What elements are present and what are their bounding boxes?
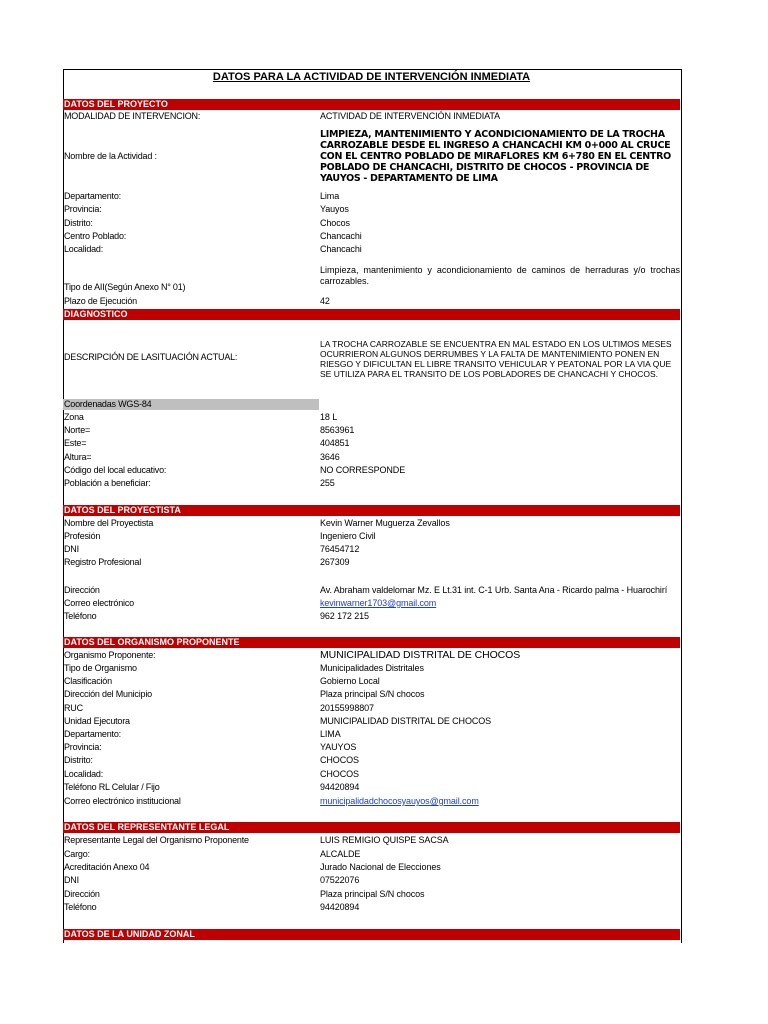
plazo-value: 42 (320, 296, 330, 306)
distrito-org-value: CHOCOS (320, 755, 359, 765)
telefono-org-value: 94420894 (320, 782, 360, 792)
tipo-organismo-value: Municipalidades Distritales (320, 663, 424, 673)
telefono-representante-value: 94420894 (320, 902, 360, 912)
section-header-proyecto: DATOS DEL PROYECTO (63, 99, 680, 110)
modalidad-value: ACTIVIDAD DE INTERVENCIÓN INMEDIATA (320, 111, 501, 121)
poblacion-label: Población a beneficiar: (64, 478, 151, 488)
descripcion-label: DESCRIPCIÓN DE LASITUACIÓN ACTUAL: (64, 352, 238, 362)
cargo-value: ALCALDE (320, 849, 361, 859)
clasificacion-value: Gobierno Local (320, 676, 380, 686)
registro-value: 267309 (320, 557, 350, 567)
dni-proyectista-label: DNI (64, 544, 79, 554)
dni-representante-label: DNI (64, 875, 79, 885)
este-label: Este= (64, 438, 87, 448)
organismo-value: MUNICIPALIDAD DISTRITAL DE CHOCOS (320, 649, 521, 661)
registro-label: Registro Profesional (64, 557, 142, 567)
altura-label: Altura= (64, 452, 92, 462)
coordenadas-label: Coordenadas WGS-84 (64, 399, 152, 409)
zona-value: 18 L (320, 412, 338, 422)
direccion-municipio-label: Dirección del Municipio (64, 689, 152, 699)
departamento-org-value: LIMA (320, 729, 341, 739)
profesion-label: Profesión (64, 531, 101, 541)
nombre-proyectista-value: Kevin Warner Muguerza Zevallos (320, 518, 450, 528)
localidad-value: Chancachi (320, 244, 362, 254)
telefono-org-label: Teléfono RL Celular / Fijo (64, 782, 160, 792)
provincia-label: Provincia: (64, 204, 102, 214)
acreditacion-label: Acreditación Anexo 04 (64, 862, 150, 872)
codigo-local-value: NO CORRESPONDE (320, 465, 406, 475)
direccion-municipio-value: Plaza principal S/N chocos (320, 689, 425, 699)
departamento-label: Departamento: (64, 191, 121, 201)
centro-poblado-value: Chancachi (320, 231, 362, 241)
telefono-proyectista-value: 962 172 215 (320, 611, 369, 621)
norte-value: 8563961 (320, 425, 355, 435)
representante-value: LUIS REMIGIO QUISPE SACSA (320, 835, 449, 845)
telefono-proyectista-label: Teléfono (64, 611, 97, 621)
correo-org-label: Correo electrónico institucional (64, 796, 181, 806)
este-value: 404851 (320, 438, 350, 448)
poblacion-value: 255 (320, 478, 335, 488)
localidad-label: Localidad: (64, 244, 104, 254)
ruc-value: 20155998807 (320, 703, 374, 713)
ruc-label: RUC (64, 703, 83, 713)
descripcion-value: LA TROCHA CARROZABLE SE ENCUENTRA EN MAL ESTADO EN LOS ULTIMOS MESES OCURRIERON ALGUNOS DERRUMBES Y LA FALTA DE MANTENIMIENTO PONEN EN RIESGO Y DIFICULTAN EL LIBRE TRANSITO VEHICULAR Y PEATONAL POR LA VIA QUE SE UTILIZA PARA EL TRANSITO DE LOS POBLADORES DE CHANCACHI Y CHOCOS. (320, 339, 672, 379)
departamento-value: Lima (320, 191, 340, 201)
document-title: DATOS PARA LA ACTIVIDAD DE INTERVENCIÓN INMEDIATA (212, 71, 531, 83)
section-header-organismo: DATOS DEL ORGANISMO PROPONENTE (63, 637, 680, 648)
norte-label: Norte= (64, 425, 91, 435)
provincia-org-label: Provincia: (64, 742, 102, 752)
localidad-org-label: Localidad: (64, 769, 104, 779)
clasificacion-label: Clasificación (64, 676, 112, 686)
correo-proyectista-label: Correo electrónico (64, 598, 134, 608)
localidad-org-value: CHOCOS (320, 769, 359, 779)
codigo-local-label: Código del local educativo: (64, 465, 167, 475)
nombre-actividad-value: LIMPIEZA, MANTENIMIENTO Y ACONDICIONAMIENTO DE LA TROCHA CARROZABLE DESDE EL INGRESO A CHANCACHI KM 0+000 AL CRUCE CON EL CENTRO POBLADO DE MIRAFLORES KM 6+780 EN EL CENTRO POBLADO DE CHANCACHI, DISTRITO DE CHOCOS - PROVINCIA DE YAUYOS - DEPARTAMENTO DE LIMA (320, 129, 671, 184)
correo-org-link[interactable]: municipalidadchocosyauyos@gmail.com (320, 796, 479, 806)
section-header-proyectista: DATOS DEL PROYECTISTA (63, 505, 680, 516)
centro-poblado-label: Centro Poblado: (64, 231, 127, 241)
dni-proyectista-value: 76454712 (320, 544, 360, 554)
provincia-value: Yauyos (320, 204, 349, 214)
modalidad-label: MODALIDAD DE INTERVENCION: (64, 111, 201, 121)
cargo-label: Cargo: (64, 849, 90, 859)
dni-representante-value: 07522076 (320, 875, 360, 885)
distrito-org-label: Distrito: (64, 755, 93, 765)
direccion-representante-value: Plaza principal S/N chocos (320, 889, 425, 899)
plazo-label: Plazo de Ejecución (64, 296, 137, 306)
profesion-value: Ingeniero Civil (320, 531, 376, 541)
zona-label: Zona (64, 412, 84, 422)
organismo-label: Organismo Proponente: (64, 650, 156, 660)
direccion-representante-label: Dirección (64, 889, 100, 899)
acreditacion-value: Jurado Nacional de Elecciones (320, 862, 441, 872)
tipo-aii-value: Limpieza, mantenimiento y acondicionamiento de caminos de herraduras y/o trochas carrozables. (320, 265, 680, 286)
direccion-proyectista-label: Dirección (64, 585, 100, 595)
unidad-ejecutora-label: Unidad Ejecutora (64, 716, 130, 726)
correo-proyectista-link[interactable]: kevinwarner1703@gmail.com (320, 598, 437, 608)
unidad-ejecutora-value: MUNICIPALIDAD DISTRITAL DE CHOCOS (320, 716, 492, 726)
direccion-proyectista-value: Av. Abraham valdelomar Mz. E Lt.31 int. C-1 Urb. Santa Ana - Ricardo palma - Huarochirí (320, 585, 668, 595)
telefono-representante-label: Teléfono (64, 902, 97, 912)
nombre-proyectista-label: Nombre del Proyectista (64, 518, 154, 528)
tipo-organismo-label: Tipo de Organismo (64, 663, 137, 673)
section-header-diagnostico: DIAGNOSTICO (63, 309, 680, 320)
section-header-representante: DATOS DEL REPRESENTANTE LEGAL (63, 822, 680, 833)
tipo-aii-label: Tipo de AII(Según Anexo N° 01) (64, 282, 186, 292)
section-header-unidad-zonal: DATOS DE LA UNIDAD ZONAL (63, 929, 680, 940)
provincia-org-value: YAUYOS (320, 742, 357, 752)
departamento-org-label: Departamento: (64, 729, 121, 739)
altura-value: 3646 (320, 452, 340, 462)
distrito-label: Distrito: (64, 218, 93, 228)
nombre-actividad-label: Nombre de la Actividad : (64, 151, 157, 161)
representante-label: Representante Legal del Organismo Proponente (64, 835, 249, 845)
distrito-value: Chocos (320, 218, 350, 228)
